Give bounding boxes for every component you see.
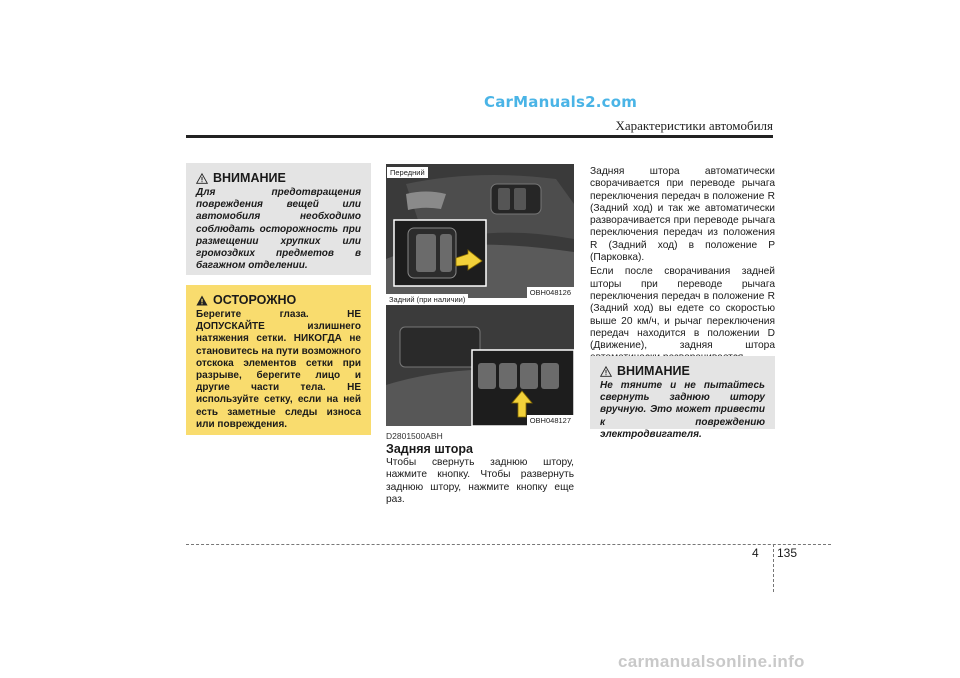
caution-box xyxy=(186,285,371,435)
section-title: Характеристики автомобиля xyxy=(615,118,773,133)
page-separator xyxy=(773,544,774,592)
note-box-1 xyxy=(186,163,371,275)
front-switch-illustration xyxy=(386,164,574,298)
front-photo-label: Передний xyxy=(387,167,428,178)
watermark-logo: CarManuals2.com xyxy=(484,93,638,111)
right-paragraph-2: Если после сворачивания задней шторы при переводе рычага переключения передач в положение R (Задний ход) вы едете со скоростью выше 20 км/ч, и рычаг переключения передач находится в положении D (Движение), задняя штора xyxy=(590,266,775,352)
note-box-2-text: Не тяните и не пытайтесь свернуть заднюю штору вручную. Это может привести к повреждению электродвигателя. xyxy=(600,380,765,440)
note-box-1-title: ВНИМАНИЕ xyxy=(213,171,286,185)
note-box-2 xyxy=(590,356,775,440)
note-box-1-text: Для предотвращения повреждения вещей или автомобиля необходимо соблюдать осторожность при размещении хрупких или громоздких предметов в багажном отделении. xyxy=(196,187,361,272)
caution-box-text: Берегите глаза. НЕ ДОПУСКАЙТЕ излишнего натяжения сетки. НИКОГДА не становитесь на пути возможного отскока элементов сетки при разрыве, берегите лицо и другие части тела. НЕ используйте сетку, если на ней есть заметные следы износа или повреждения. xyxy=(196,309,361,430)
header-rule xyxy=(186,135,773,138)
caution-box-title: ОСТОРОЖНО xyxy=(213,293,297,307)
right-column-text xyxy=(590,166,775,367)
warning-triangle-icon xyxy=(196,173,208,184)
caution-box-heading xyxy=(196,293,361,307)
note-box-2-title: ВНИМАНИЕ xyxy=(617,364,690,378)
right-paragraph-1: Задняя штора автоматически сворачивается при переводе рычага переключения передач в положение R (Задний ход) и так же автоматически разворачивается при переводе рычага переключения передач из положения R (Задний ход) в положение P (Парковка). xyxy=(590,166,775,264)
section-ref-code: D2801500ABH xyxy=(386,431,443,441)
rear-switch-photo xyxy=(386,295,574,426)
rear-blind-text: Чтобы свернуть заднюю штору, нажмите кнопку. Чтобы развернуть заднюю штору, нажмите кнопку еще раз. xyxy=(386,457,574,505)
front-photo-code: OBH048126 xyxy=(527,287,574,298)
rear-switch-illustration xyxy=(386,305,574,426)
note-box-2-heading xyxy=(600,364,765,378)
caution-triangle-icon xyxy=(196,295,208,306)
rear-blind-heading: Задняя штора xyxy=(386,442,473,456)
front-switch-photo xyxy=(386,164,574,298)
rear-photo-code: OBH048127 xyxy=(527,415,574,426)
footer-watermark: carmanualsonline.info xyxy=(618,652,805,671)
footer-rule xyxy=(186,544,831,545)
note-box-1-heading xyxy=(196,171,361,185)
warning-triangle-icon xyxy=(600,366,612,377)
page-number-value: 135 xyxy=(777,546,798,560)
rear-photo-label: Задний (при наличии) xyxy=(386,294,468,305)
chapter-number: 4 xyxy=(752,546,759,560)
